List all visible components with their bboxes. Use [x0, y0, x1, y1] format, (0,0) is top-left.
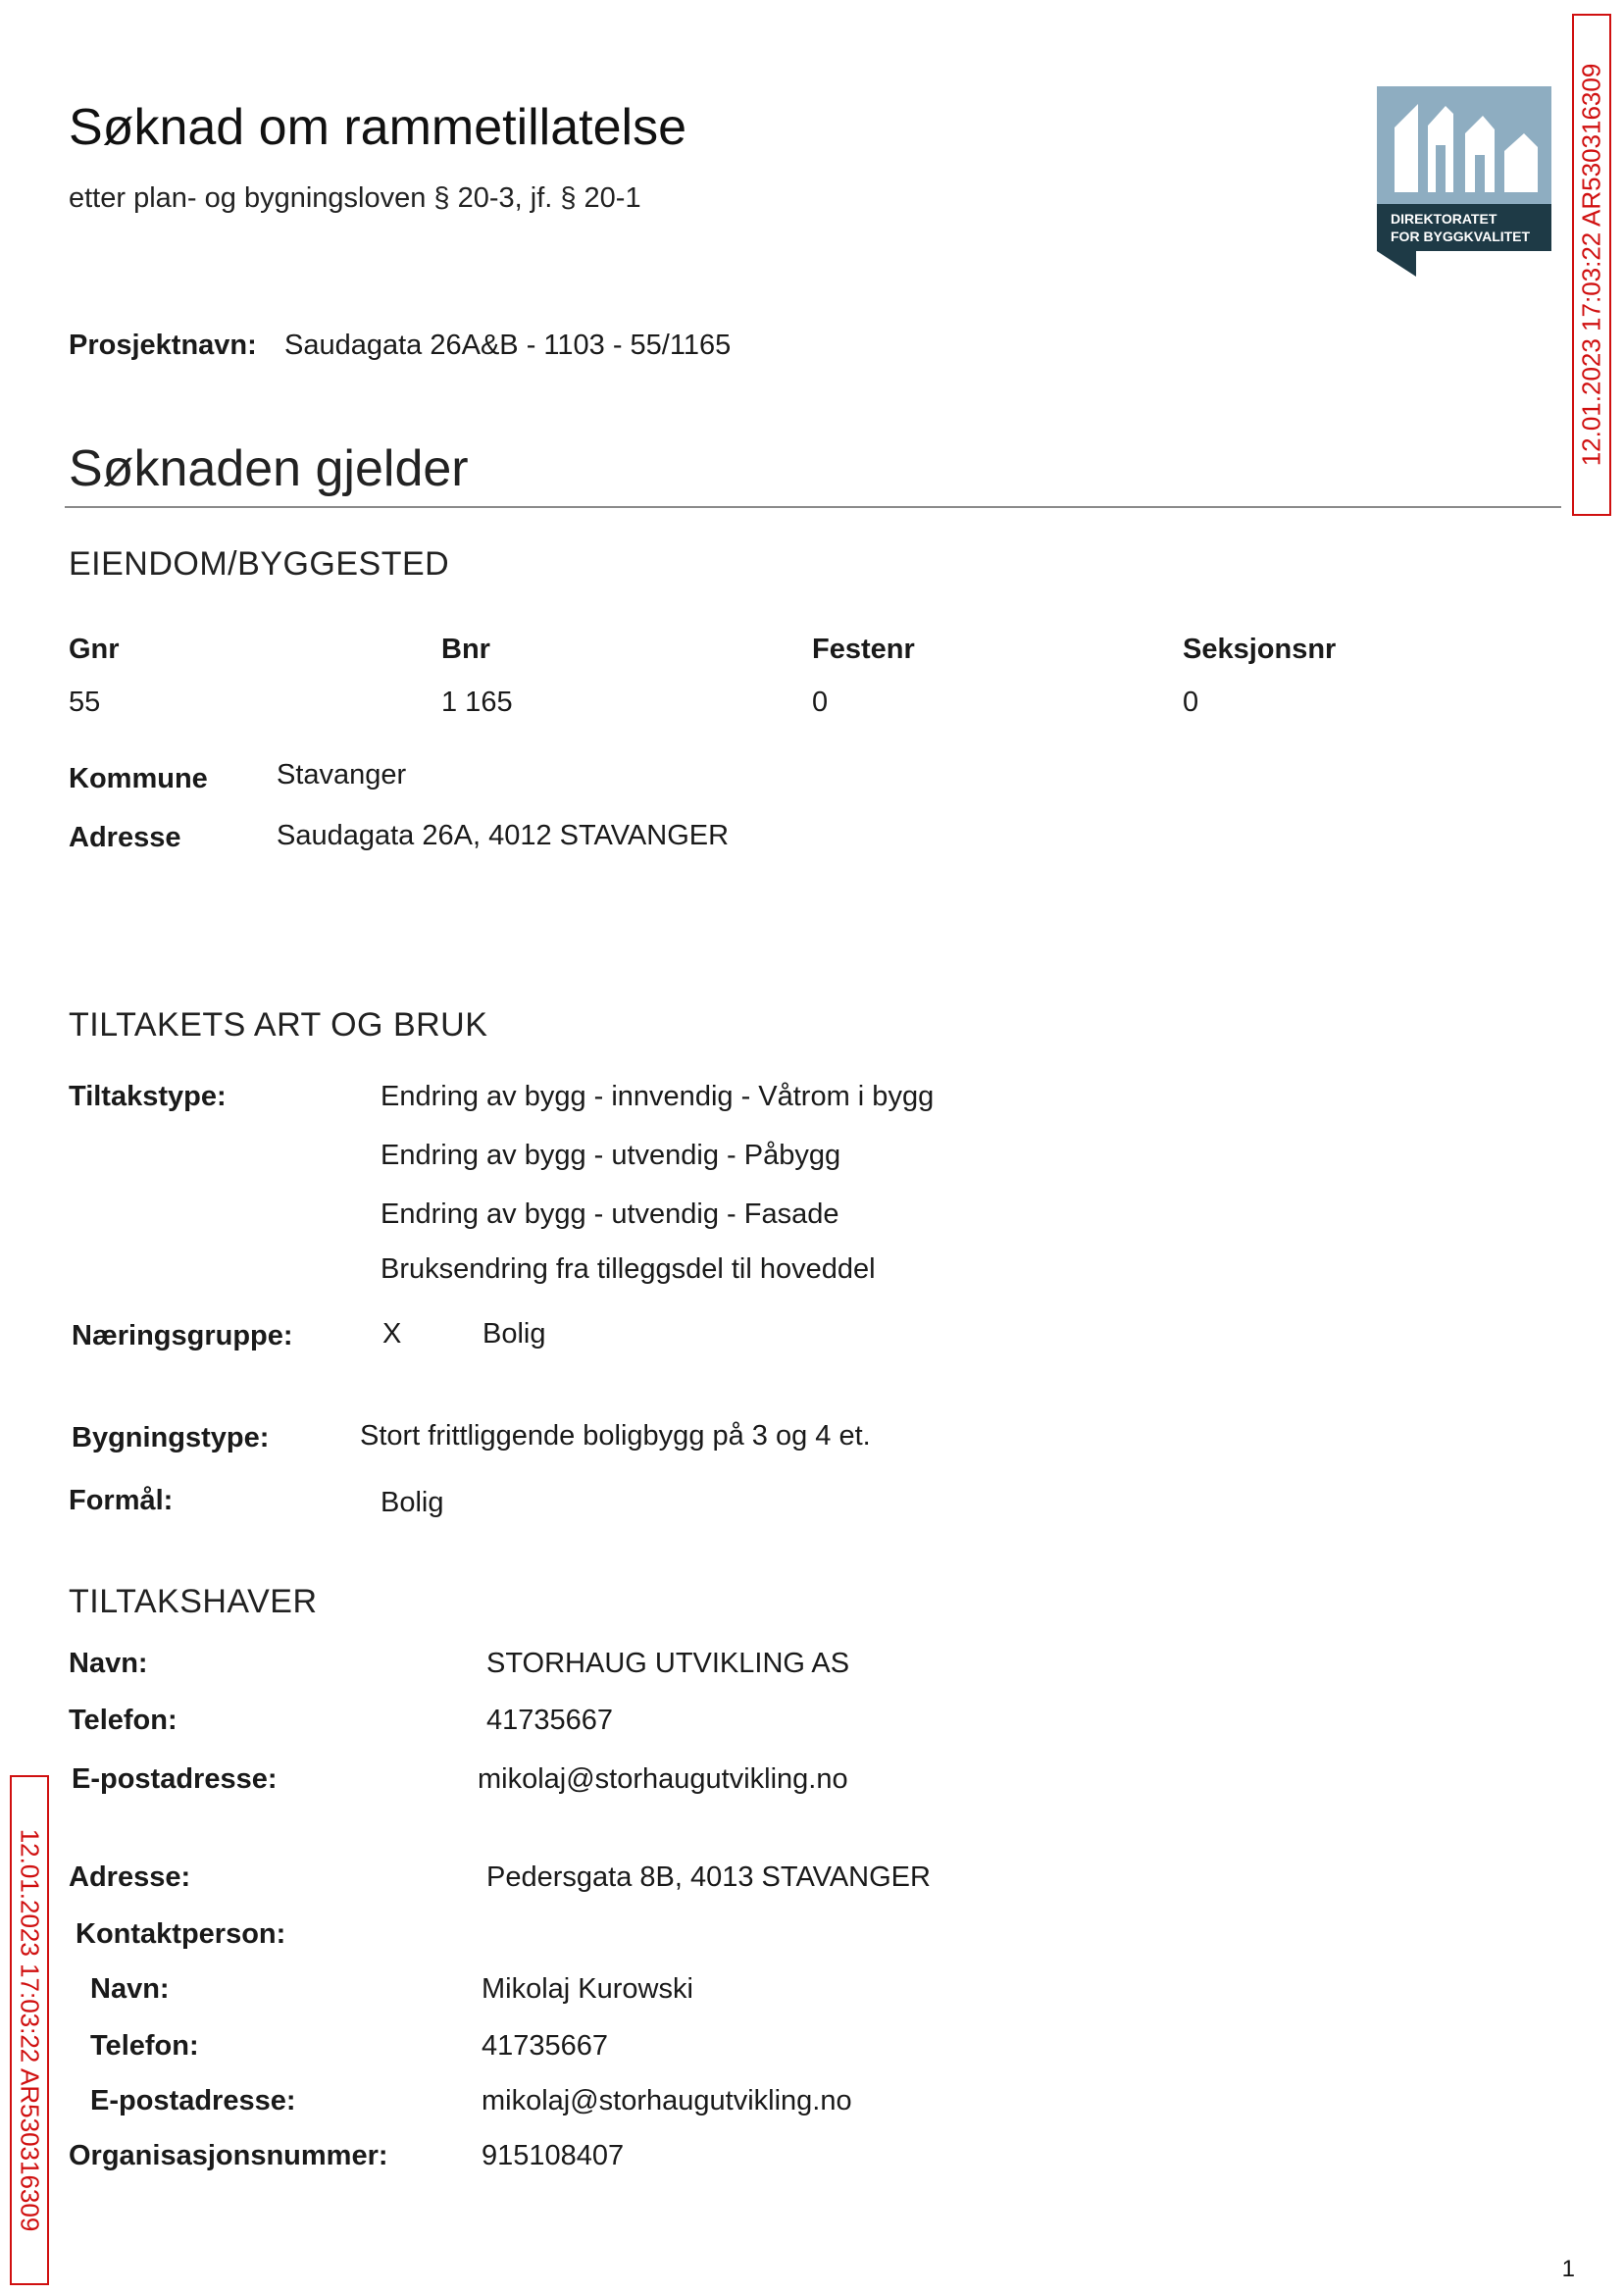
applicant-name-value: STORHAUG UTVIKLING AS: [486, 1648, 850, 1679]
industry-label: Næringsgruppe:: [72, 1320, 293, 1351]
bnr-value: 1 165: [441, 687, 513, 718]
document-subtitle: etter plan- og bygningsloven § 20-3, jf. § 20-1: [69, 182, 641, 214]
dibk-logo: [1377, 86, 1551, 277]
applicant-phone-label: Telefon:: [69, 1705, 178, 1736]
municipality-label: Kommune: [69, 763, 208, 794]
building-type-label: Bygningstype:: [72, 1422, 270, 1453]
org-number-value: 915108407: [482, 2140, 625, 2171]
contact-email-value: mikolaj@storhaugutvikling.no: [482, 2085, 852, 2116]
applicant-name-label: Navn:: [69, 1648, 148, 1679]
contact-phone-label: Telefon:: [90, 2030, 199, 2062]
industry-value: Bolig: [482, 1318, 546, 1350]
page-number: 1: [1561, 2256, 1575, 2282]
applicant-email-value: mikolaj@storhaugutvikling.no: [478, 1763, 848, 1795]
municipality-value: Stavanger: [277, 759, 407, 790]
festenr-label: Festenr: [812, 634, 915, 665]
applicant-address-value: Pedersgata 8B, 4013 STAVANGER: [486, 1861, 931, 1893]
address-label: Adresse: [69, 822, 181, 853]
purpose-value: Bolig: [381, 1487, 444, 1518]
logo-line1: DIREKTORATET: [1391, 211, 1497, 227]
contact-email-label: E-postadresse:: [90, 2085, 296, 2116]
timestamp-stamp-left: [10, 1775, 49, 2285]
purpose-label: Formål:: [69, 1485, 174, 1516]
stamp-text: 12.01.2023 17:03:22 AR530316309: [15, 1828, 45, 2232]
building-logo-icon: [1377, 86, 1551, 277]
contact-name-label: Navn:: [90, 1973, 170, 2005]
org-number-label: Organisasjonsnummer:: [69, 2140, 388, 2171]
applicant-address-label: Adresse:: [69, 1861, 191, 1893]
measure-type-label: Tiltakstype:: [69, 1081, 227, 1112]
seksjonsnr-value: 0: [1183, 687, 1199, 718]
building-type-value: Stort frittliggende boligbygg på 3 og 4 et.: [360, 1420, 871, 1452]
contact-name-value: Mikolaj Kurowski: [482, 1973, 693, 2005]
applicant-email-label: E-postadresse:: [72, 1763, 278, 1795]
seksjonsnr-label: Seksjonsnr: [1183, 634, 1337, 665]
contact-phone-value: 41735667: [482, 2030, 609, 2062]
gnr-value: 55: [69, 687, 101, 718]
festenr-value: 0: [812, 687, 829, 718]
applicant-heading: TILTAKSHAVER: [69, 1583, 318, 1620]
project-label: Prosjektnavn:: [69, 330, 257, 361]
measure-type-item: Endring av bygg - innvendig - Våtrom i bygg: [381, 1081, 935, 1112]
logo-line2: FOR BYGGKVALITET: [1391, 229, 1531, 244]
timestamp-stamp-right: [1572, 14, 1611, 516]
section-title: Søknaden gjelder: [69, 440, 469, 497]
measure-type-item: Bruksendring fra tilleggsdel til hoveddel: [381, 1253, 876, 1285]
project-value: Saudagata 26A&B - 1103 - 55/1165: [284, 330, 732, 361]
bnr-label: Bnr: [441, 634, 490, 665]
section-divider: [65, 506, 1561, 508]
document-title: Søknad om rammetillatelse: [69, 99, 686, 156]
industry-code: X: [382, 1318, 402, 1350]
applicant-phone-value: 41735667: [486, 1705, 614, 1736]
contact-person-label: Kontaktperson:: [76, 1918, 286, 1950]
property-heading: EIENDOM/BYGGESTED: [69, 545, 450, 583]
measure-type-item: Endring av bygg - utvendig - Påbygg: [381, 1140, 841, 1171]
address-value: Saudagata 26A, 4012 STAVANGER: [277, 820, 730, 851]
stamp-text: 12.01.2023 17:03:22 AR530316309: [1576, 63, 1606, 467]
measure-type-item: Endring av bygg - utvendig - Fasade: [381, 1198, 839, 1230]
gnr-label: Gnr: [69, 634, 120, 665]
measure-heading: TILTAKETS ART OG BRUK: [69, 1006, 488, 1044]
